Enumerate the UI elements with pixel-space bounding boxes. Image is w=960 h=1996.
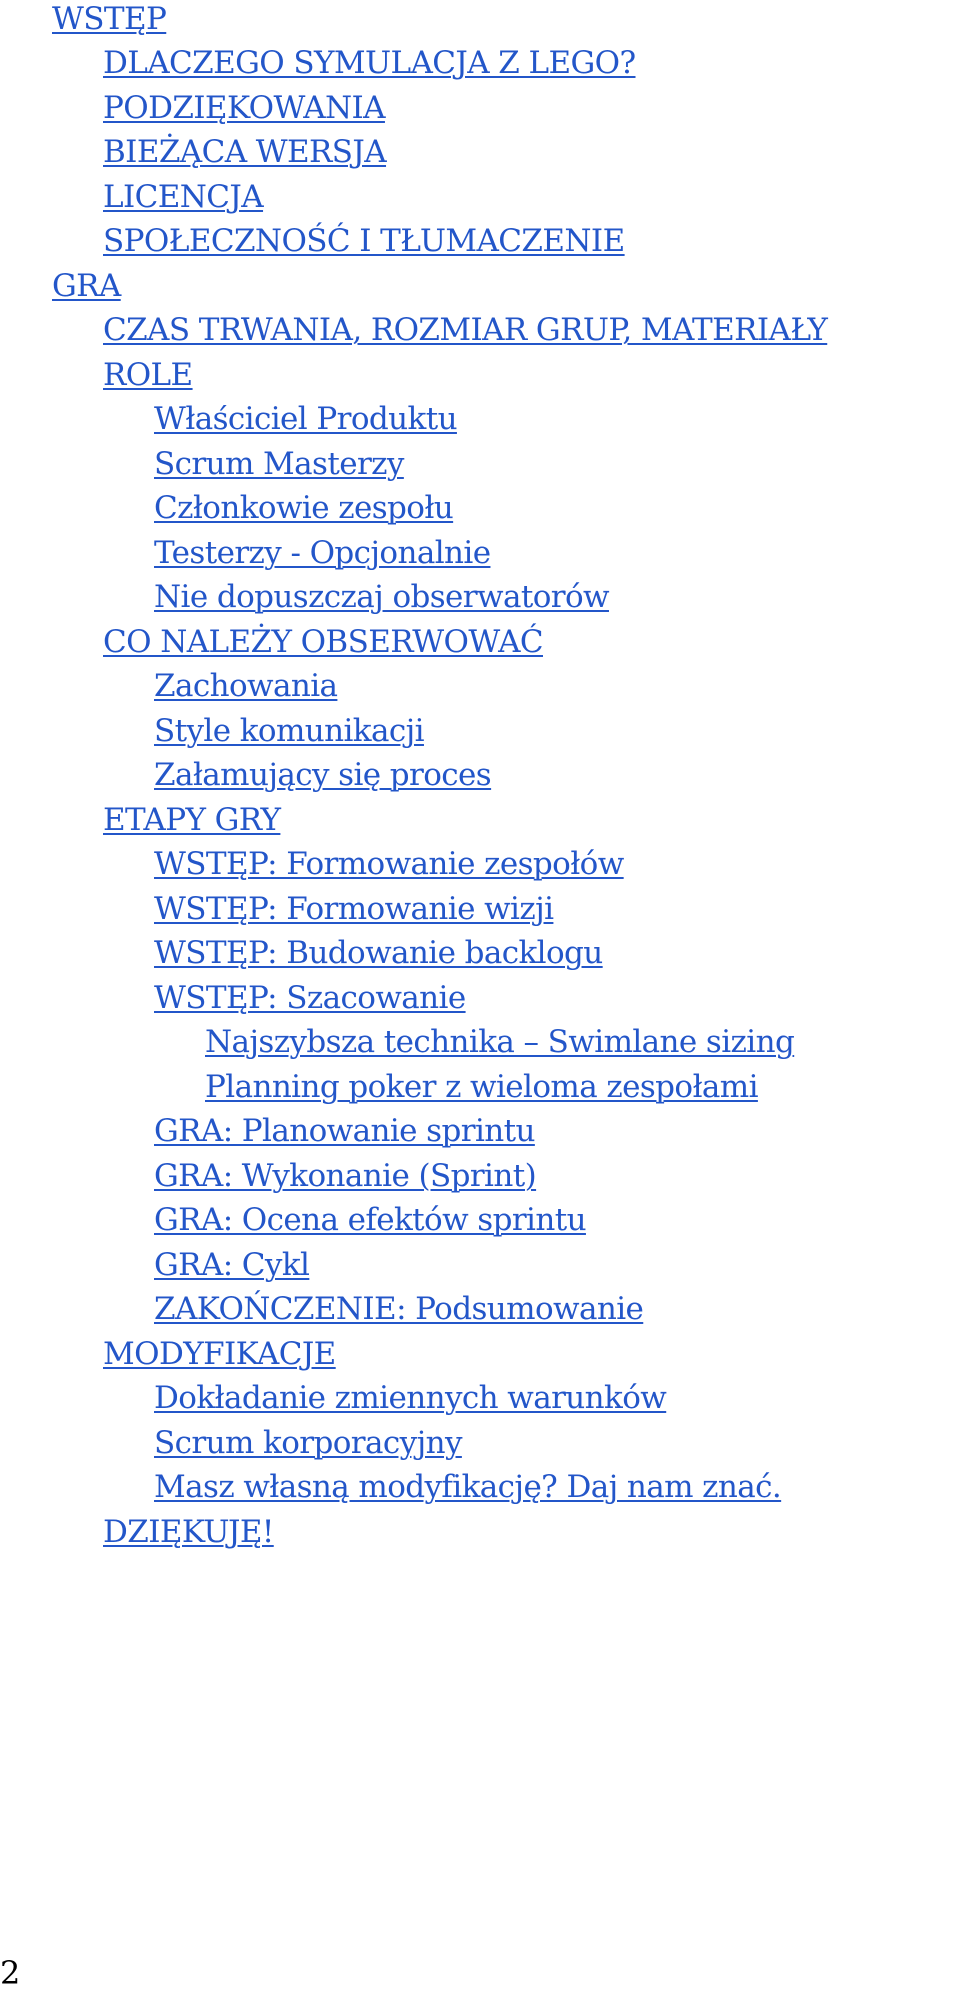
toc-link-dziekuje[interactable]: DZIĘKUJĘ! xyxy=(103,1514,274,1550)
toc-link-masz-wlasna-modyfikacje[interactable]: Masz własną modyfikację? Daj nam znać. xyxy=(154,1469,782,1505)
toc-entry xyxy=(154,1243,309,1287)
toc-entry xyxy=(103,1510,274,1554)
toc-entry xyxy=(103,353,193,397)
toc-entry xyxy=(154,1465,781,1509)
toc-link-gra[interactable]: GRA xyxy=(52,268,121,304)
toc-entry xyxy=(154,976,466,1020)
toc-entry xyxy=(103,86,385,130)
toc-entry xyxy=(154,486,453,530)
toc-entry xyxy=(154,1376,666,1420)
toc-link-ocena-efektow-sprintu[interactable]: GRA: Ocena efektów sprintu xyxy=(154,1202,586,1238)
toc-entry xyxy=(103,620,543,664)
toc-entry xyxy=(154,1287,643,1331)
toc-link-modyfikacje[interactable]: MODYFIKACJE xyxy=(103,1336,336,1372)
toc-entry xyxy=(205,1065,758,1109)
toc-link-etapy-gry[interactable]: ETAPY GRY xyxy=(103,802,281,838)
toc-link-dokladanie-zmiennych-warunkow[interactable]: Dokładanie zmiennych warunków xyxy=(154,1380,667,1416)
toc-link-biezaca-wersja[interactable]: BIEŻĄCA WERSJA xyxy=(103,134,387,170)
toc-entry xyxy=(154,531,490,575)
toc-link-cykl[interactable]: GRA: Cykl xyxy=(154,1247,310,1283)
toc-entry xyxy=(154,1154,536,1198)
toc-entry xyxy=(52,0,166,41)
page-number: 2 xyxy=(0,1954,21,1992)
toc-link-zalamujacy-sie-proces[interactable]: Załamujący się proces xyxy=(154,757,492,793)
toc-link-formowanie-zespolow[interactable]: WSTĘP: Formowanie zespołów xyxy=(154,846,624,882)
toc-link-scrum-masterzy[interactable]: Scrum Masterzy xyxy=(154,446,404,482)
toc-link-szacowanie[interactable]: WSTĘP: Szacowanie xyxy=(154,980,466,1016)
toc-link-scrum-korporacyjny[interactable]: Scrum korporacyjny xyxy=(154,1425,462,1461)
toc-link-licencja[interactable]: LICENCJA xyxy=(103,179,264,215)
toc-entry xyxy=(103,41,636,85)
toc-link-testerzy-opcjonalnie[interactable]: Testerzy - Opcjonalnie xyxy=(154,535,491,571)
toc-entry xyxy=(205,1020,794,1064)
toc-link-wykonanie-sprint[interactable]: GRA: Wykonanie (Sprint) xyxy=(154,1158,537,1194)
toc-entry xyxy=(154,442,404,486)
toc-entry xyxy=(154,397,457,441)
toc-entry xyxy=(103,308,827,352)
toc-entry xyxy=(154,753,491,797)
toc-link-budowanie-backlogu[interactable]: WSTĘP: Budowanie backlogu xyxy=(154,935,603,971)
toc-link-podziekowania[interactable]: PODZIĘKOWANIA xyxy=(103,90,385,126)
toc-entry xyxy=(154,1421,462,1465)
toc-entry xyxy=(154,1109,535,1153)
toc-link-dlaczego-symulacja-z-lego[interactable]: DLACZEGO SYMULACJA Z LEGO? xyxy=(103,45,636,81)
toc-link-czas-trwania[interactable]: CZAS TRWANIA, ROZMIAR GRUP, MATERIAŁY xyxy=(103,312,828,348)
toc-link-wlasciciel-produktu[interactable]: Właściciel Produktu xyxy=(154,401,457,437)
toc-link-podsumowanie[interactable]: ZAKOŃCZENIE: Podsumowanie xyxy=(154,1291,644,1327)
toc-entry xyxy=(154,664,337,708)
toc-link-nie-dopuszczaj-obserwatorow[interactable]: Nie dopuszczaj obserwatorów xyxy=(154,579,609,615)
toc-entry xyxy=(154,842,624,886)
toc-entry xyxy=(103,175,263,219)
toc-entry xyxy=(154,709,424,753)
toc-link-style-komunikacji[interactable]: Style komunikacji xyxy=(154,713,424,749)
toc-link-zachowania[interactable]: Zachowania xyxy=(154,668,338,704)
toc-entry xyxy=(103,130,386,174)
toc-entry xyxy=(154,931,603,975)
toc-link-czlonkowie-zespolu[interactable]: Członkowie zespołu xyxy=(154,490,454,526)
toc-entry xyxy=(154,575,609,619)
toc-link-swimlane-sizing[interactable]: Najszybsza technika – Swimlane sizing xyxy=(205,1024,795,1060)
toc-link-planowanie-sprintu[interactable]: GRA: Planowanie sprintu xyxy=(154,1113,535,1149)
toc-link-spolecznosc-i-tlumaczenie[interactable]: SPOŁECZNOŚĆ I TŁUMACZENIE xyxy=(103,223,625,259)
toc-entry xyxy=(154,1198,586,1242)
toc-entry xyxy=(103,1332,336,1376)
toc-entry xyxy=(103,798,280,842)
toc-link-wstep[interactable]: WSTĘP xyxy=(52,1,167,37)
toc-link-role[interactable]: ROLE xyxy=(103,357,193,393)
toc-entry xyxy=(52,264,121,308)
toc-entry xyxy=(154,887,553,931)
toc-link-formowanie-wizji[interactable]: WSTĘP: Formowanie wizji xyxy=(154,891,554,927)
toc-link-co-nalezy-obserwowac[interactable]: CO NALEŻY OBSERWOWAĆ xyxy=(103,624,543,660)
toc-entry xyxy=(103,219,625,263)
toc-link-planning-poker[interactable]: Planning poker z wieloma zespołami xyxy=(205,1069,758,1105)
